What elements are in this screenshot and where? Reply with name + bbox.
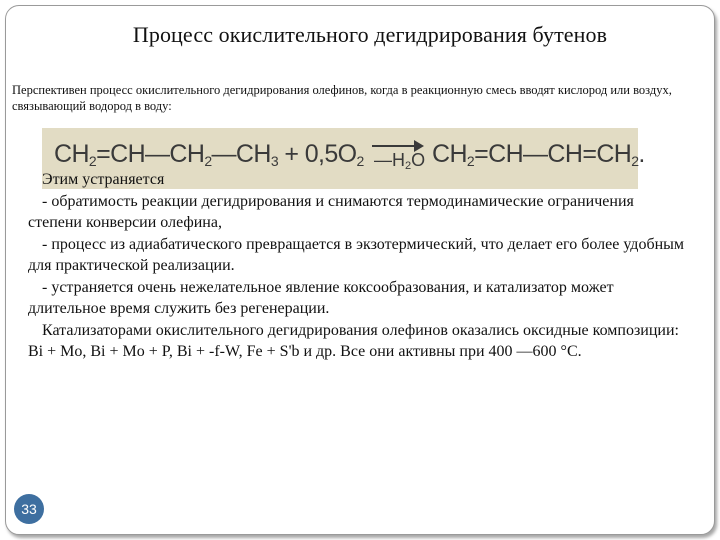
product-part: =CH—CH=CH: [474, 140, 632, 168]
arrow-label-part: O: [411, 150, 426, 170]
reactants: [54, 140, 364, 169]
body-paragraph: Этим устраняется: [42, 171, 165, 188]
body-paragraph: Катализаторами окислительного дегидрирования олефинов оказались оксидные композиции: Bi + Mo, Bi + Mo + P, Bi + -f-W, Fe + S'b и др. Все они активны при 400 —600 °C.: [28, 321, 679, 360]
reactant-subscript: 2: [204, 153, 212, 169]
arrow-label-subscript: 2: [405, 160, 412, 172]
reactant-part: =CH—CH: [96, 140, 205, 168]
product-subscript: 2: [631, 153, 639, 169]
products: [432, 140, 645, 169]
reactant-part: —CH: [211, 140, 271, 168]
body-paragraph: - обратимость реакции дегидрирования и снимаются термодинамические ограничения степени конверсии олефина,: [28, 192, 634, 231]
product-subscript: 2: [466, 153, 475, 169]
reactant-part: + 0,5O: [278, 140, 357, 168]
reactant-part: CH: [54, 140, 89, 168]
body-paragraph: - устраняется очень нежелательное явление коксообразования, и катализатор может длительное время служить без регенерации.: [28, 278, 614, 317]
product-part: .: [638, 140, 645, 168]
slide-title: Процесс окислительного дегидрирования бутенов: [132, 22, 608, 47]
body-text: [28, 169, 688, 363]
intro-text: Перспективен процесс окислительного дегидрирования олефинов, когда в реакционную смесь вводят кислород или воздух, связывающий водород в воду:: [12, 83, 672, 113]
product-part: CH: [432, 140, 467, 168]
arrow-label-part: —H: [374, 150, 405, 170]
body-paragraph: - процесс из адиабатического превращается в экзотермический, что делает его более удобным для практической реализации.: [28, 235, 685, 274]
reactant-subscript: 2: [356, 153, 364, 169]
reactant-subscript: 2: [88, 153, 97, 169]
page-number-badge: 33: [14, 494, 44, 524]
reactant-subscript: 3: [270, 153, 279, 169]
